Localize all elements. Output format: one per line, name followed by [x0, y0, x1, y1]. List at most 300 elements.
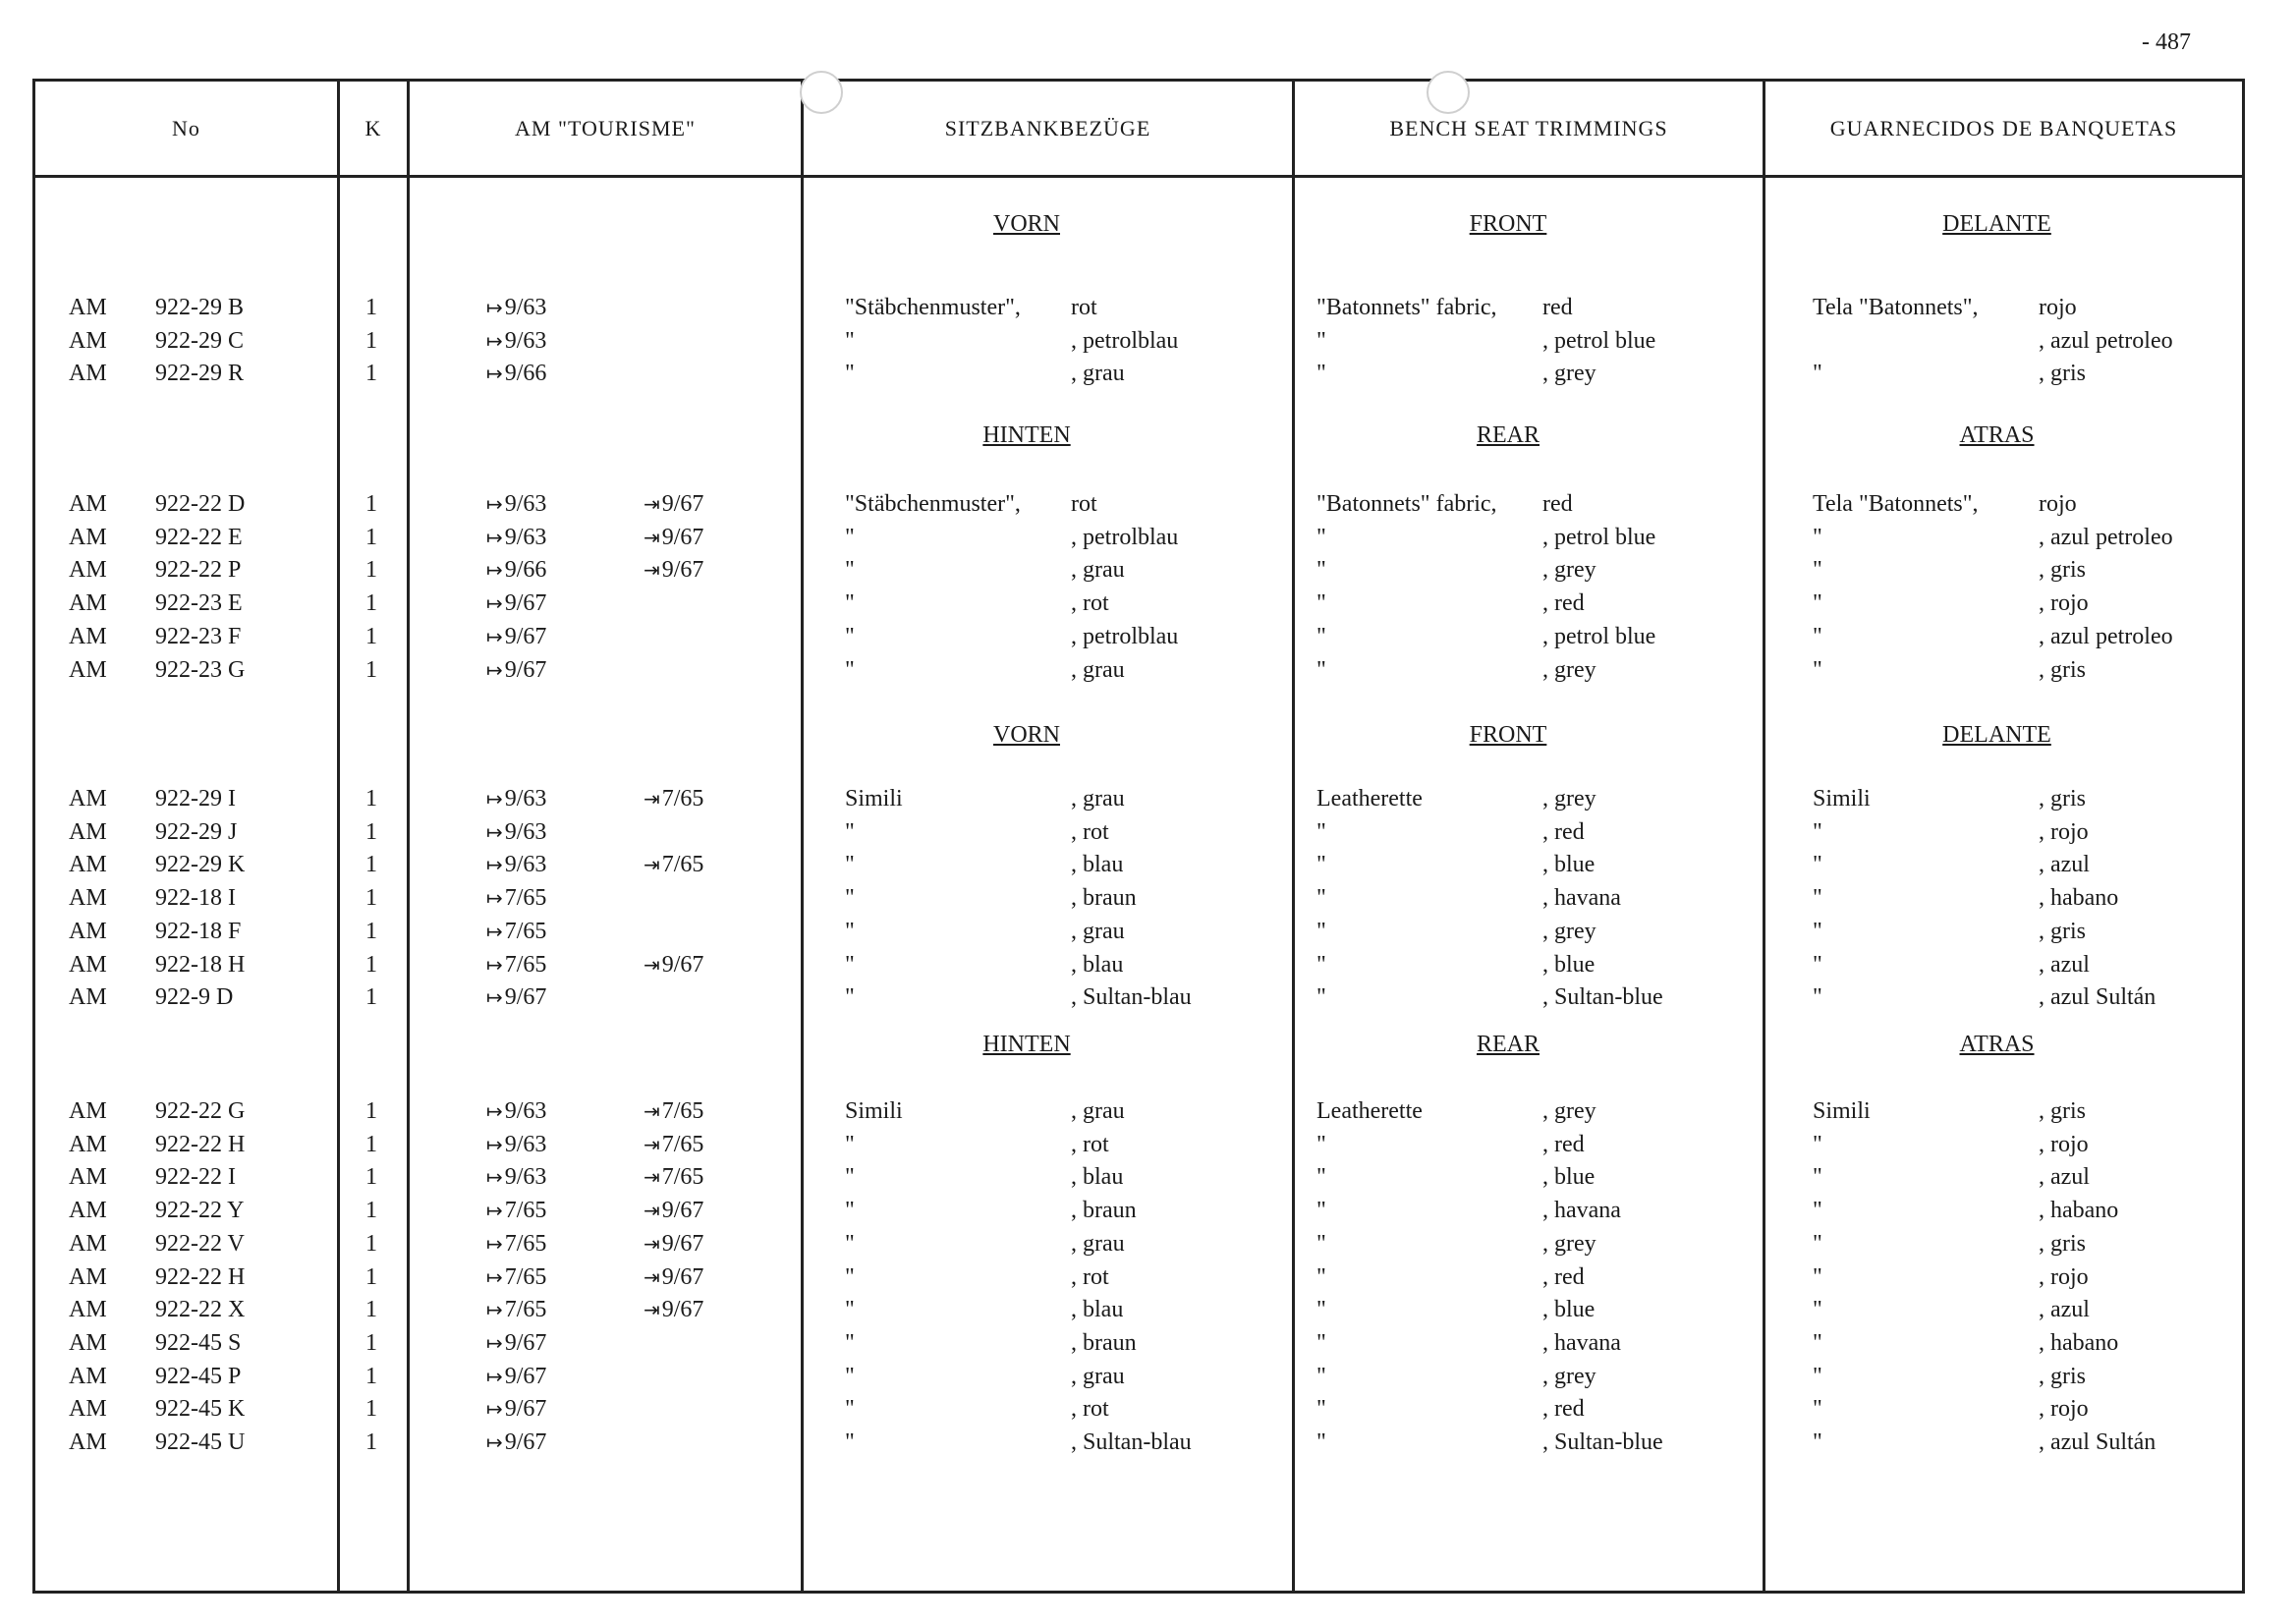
de-b-cell: , blau — [1071, 951, 1124, 978]
es-b-cell: , habano — [2039, 1198, 2119, 1224]
es-b-cell: , gris — [2039, 361, 2086, 387]
en-b-cell: , red — [1542, 590, 1585, 617]
de-a-cell: " — [845, 656, 855, 683]
k-cell: 1 — [365, 295, 377, 320]
prefix-cell: AM — [69, 1098, 107, 1124]
until-arrow-icon: ⇥ — [644, 492, 660, 516]
header-es: GUARNECIDOS DE BANQUETAS — [1829, 116, 2178, 140]
es-b-cell: , rojo — [2039, 1263, 2089, 1290]
valid-from-cell — [486, 786, 546, 812]
en-b-cell: , grey — [1542, 1230, 1596, 1257]
valid-until-date: 7/65 — [661, 1098, 704, 1124]
de-b-cell: , petrolblau — [1071, 623, 1179, 649]
section-label-en: REAR — [1476, 422, 1540, 448]
en-a-cell: "Batonnets" fabric, — [1316, 295, 1497, 320]
en-b-cell: , blue — [1542, 852, 1596, 878]
valid-from-cell — [486, 919, 546, 945]
prefix-cell: AM — [69, 491, 107, 517]
es-b-cell: , gris — [2039, 1230, 2086, 1257]
es-b-cell: , habano — [2039, 1329, 2119, 1356]
en-b-cell: , blue — [1542, 1164, 1596, 1191]
en-a-cell: " — [1316, 656, 1326, 683]
valid-from-cell — [486, 1396, 546, 1423]
es-a-cell: " — [1813, 951, 1822, 978]
k-cell: 1 — [365, 984, 377, 1011]
from-arrow-icon: ↦ — [486, 1099, 503, 1123]
no-cell: 922-22 H — [155, 1131, 246, 1157]
valid-until-cell — [644, 1264, 703, 1291]
de-a-cell: " — [845, 1297, 855, 1323]
valid-from-date: 9/63 — [504, 327, 547, 354]
de-b-cell: , rot — [1071, 1131, 1109, 1157]
prefix-cell: AM — [69, 557, 107, 584]
en-a-cell: " — [1316, 361, 1326, 387]
valid-from-cell — [486, 590, 546, 617]
prefix-cell: AM — [69, 852, 107, 878]
valid-from-date: 9/63 — [504, 1131, 547, 1157]
es-a-cell: Simili — [1813, 1098, 1871, 1124]
section-label-de: VORN — [992, 211, 1060, 237]
de-a-cell: Simili — [845, 1098, 903, 1124]
valid-from-date: 7/65 — [504, 918, 547, 944]
en-a-cell: " — [1316, 951, 1326, 978]
es-b-cell: , azul petroleo — [2039, 524, 2173, 550]
es-a-cell: " — [1813, 1131, 1822, 1157]
valid-from-cell — [486, 361, 546, 387]
from-arrow-icon: ↦ — [486, 558, 503, 583]
es-b-cell: , azul Sultán — [2039, 984, 2156, 1011]
k-cell: 1 — [365, 524, 377, 550]
no-cell: 922-45 P — [155, 1363, 242, 1389]
until-arrow-icon: ⇥ — [644, 1199, 660, 1223]
prefix-cell: AM — [69, 590, 107, 617]
valid-until-cell — [644, 1132, 703, 1158]
de-b-cell: , grau — [1071, 918, 1125, 944]
es-b-cell: , habano — [2039, 885, 2119, 912]
es-b-cell: , gris — [2039, 918, 2086, 944]
es-a-cell: " — [1813, 656, 1822, 683]
valid-from-cell — [486, 624, 546, 650]
de-b-cell: , grau — [1071, 1363, 1125, 1389]
no-cell: 922-22 P — [155, 557, 242, 584]
prefix-cell: AM — [69, 295, 107, 320]
header-k: K — [364, 116, 382, 140]
de-b-cell: , blau — [1071, 1164, 1124, 1191]
valid-from-date: 9/63 — [504, 524, 547, 550]
de-b-cell: , blau — [1071, 1297, 1124, 1323]
valid-until-cell — [644, 491, 703, 518]
k-cell: 1 — [365, 951, 377, 978]
from-arrow-icon: ↦ — [486, 1199, 503, 1223]
de-b-cell: , grau — [1071, 786, 1125, 812]
header-en: BENCH SEAT TRIMMINGS — [1389, 116, 1668, 140]
es-b-cell: , gris — [2039, 1363, 2086, 1389]
prefix-cell: AM — [69, 786, 107, 812]
es-a-cell: " — [1813, 1263, 1822, 1290]
prefix-cell: AM — [69, 524, 107, 550]
en-b-cell: , havana — [1542, 885, 1621, 912]
k-cell: 1 — [365, 885, 377, 912]
valid-from-cell — [486, 491, 546, 518]
es-b-cell: , rojo — [2039, 590, 2089, 617]
until-arrow-icon: ⇥ — [644, 1099, 660, 1123]
valid-until-date: 7/65 — [661, 852, 704, 878]
en-a-cell: " — [1316, 918, 1326, 944]
en-b-cell: , havana — [1542, 1198, 1621, 1224]
es-a-cell: " — [1813, 1164, 1822, 1191]
en-a-cell: " — [1316, 623, 1326, 649]
valid-from-date: 9/67 — [504, 1363, 547, 1389]
from-arrow-icon: ↦ — [486, 525, 503, 549]
en-b-cell: , grey — [1542, 656, 1596, 683]
until-arrow-icon: ⇥ — [644, 1231, 660, 1256]
prefix-cell: AM — [69, 1429, 107, 1455]
valid-until-date: 9/67 — [661, 1198, 704, 1224]
valid-from-cell — [486, 1198, 546, 1224]
no-cell: 922-29 J — [155, 818, 238, 845]
no-cell: 922-45 S — [155, 1329, 242, 1356]
en-a-cell: " — [1316, 1363, 1326, 1389]
es-b-cell: , azul petroleo — [2039, 327, 2173, 354]
from-arrow-icon: ↦ — [486, 819, 503, 844]
valid-from-cell — [486, 1297, 546, 1323]
en-b-cell: , red — [1542, 818, 1585, 845]
header-model: AM "TOURISME" — [515, 116, 696, 140]
es-a-cell: " — [1813, 852, 1822, 878]
no-cell: 922-22 D — [155, 491, 246, 517]
prefix-cell: AM — [69, 1230, 107, 1257]
es-a-cell: " — [1813, 557, 1822, 584]
es-b-cell: , azul — [2039, 1164, 2090, 1191]
en-b-cell: red — [1542, 491, 1573, 517]
prefix-cell: AM — [69, 885, 107, 912]
de-a-cell: " — [845, 1131, 855, 1157]
es-a-cell: " — [1813, 1429, 1822, 1455]
no-cell: 922-22 I — [155, 1164, 236, 1191]
de-a-cell: "Stäbchenmuster", — [845, 295, 1021, 320]
valid-from-cell — [486, 885, 546, 912]
k-cell: 1 — [365, 656, 377, 683]
de-a-cell: " — [845, 951, 855, 978]
de-a-cell: " — [845, 918, 855, 944]
k-cell: 1 — [365, 1429, 377, 1455]
valid-from-date: 7/65 — [504, 1297, 547, 1323]
de-a-cell: " — [845, 557, 855, 584]
en-a-cell: "Batonnets" fabric, — [1316, 491, 1497, 517]
k-cell: 1 — [365, 1363, 377, 1389]
en-b-cell: , red — [1542, 1263, 1585, 1290]
from-arrow-icon: ↦ — [486, 1330, 503, 1355]
valid-from-cell — [486, 557, 546, 584]
k-cell: 1 — [365, 361, 377, 387]
no-cell: 922-22 H — [155, 1263, 246, 1290]
valid-from-date: 9/63 — [504, 852, 547, 878]
valid-until-date: 9/67 — [661, 1263, 704, 1290]
prefix-cell: AM — [69, 327, 107, 354]
de-b-cell: rot — [1071, 491, 1097, 517]
from-arrow-icon: ↦ — [486, 1165, 503, 1190]
valid-from-cell — [486, 1132, 546, 1158]
valid-until-date: 7/65 — [661, 1164, 704, 1191]
from-arrow-icon: ↦ — [486, 1298, 503, 1322]
valid-until-cell — [644, 557, 703, 584]
de-a-cell: " — [845, 327, 855, 354]
header-de: SITZBANKBEZÜGE — [944, 116, 1151, 140]
valid-from-cell — [486, 1264, 546, 1291]
prefix-cell: AM — [69, 1329, 107, 1356]
valid-from-date: 7/65 — [504, 1263, 547, 1290]
from-arrow-icon: ↦ — [486, 886, 503, 911]
es-b-cell: , rojo — [2039, 1396, 2089, 1423]
prefix-cell: AM — [69, 984, 107, 1011]
es-b-cell: , gris — [2039, 656, 2086, 683]
es-b-cell: , azul Sultán — [2039, 1429, 2156, 1455]
valid-from-cell — [486, 819, 546, 846]
valid-from-cell — [486, 1164, 546, 1191]
es-a-cell: " — [1813, 818, 1822, 845]
column-divider — [407, 79, 410, 1594]
en-b-cell: , grey — [1542, 1363, 1596, 1389]
from-arrow-icon: ↦ — [486, 1132, 503, 1156]
de-a-cell: " — [845, 1363, 855, 1389]
no-cell: 922-23 E — [155, 590, 243, 617]
k-cell: 1 — [365, 491, 377, 517]
until-arrow-icon: ⇥ — [644, 787, 660, 811]
de-b-cell: , braun — [1071, 1329, 1137, 1356]
en-b-cell: , grey — [1542, 918, 1596, 944]
valid-until-date: 9/67 — [661, 557, 704, 584]
de-b-cell: , rot — [1071, 1263, 1109, 1290]
until-arrow-icon: ⇥ — [644, 1264, 660, 1289]
k-cell: 1 — [365, 1329, 377, 1356]
de-b-cell: , rot — [1071, 818, 1109, 845]
en-b-cell: , Sultan-blue — [1542, 984, 1663, 1011]
until-arrow-icon: ⇥ — [644, 1165, 660, 1190]
de-a-cell: Simili — [845, 786, 903, 812]
prefix-cell: AM — [69, 623, 107, 649]
section-label-en: FRONT — [1469, 211, 1547, 237]
no-cell: 922-18 H — [155, 951, 246, 978]
en-b-cell: , blue — [1542, 951, 1596, 978]
prefix-cell: AM — [69, 918, 107, 944]
no-cell: 922-22 G — [155, 1098, 246, 1124]
valid-from-cell — [486, 852, 546, 878]
en-a-cell: " — [1316, 327, 1326, 354]
de-b-cell: , rot — [1071, 590, 1109, 617]
es-a-cell: " — [1813, 361, 1822, 387]
from-arrow-icon: ↦ — [486, 328, 503, 353]
punch-hole — [1427, 71, 1470, 114]
de-b-cell: , braun — [1071, 885, 1137, 912]
en-b-cell: , grey — [1542, 361, 1596, 387]
de-a-cell: "Stäbchenmuster", — [845, 491, 1021, 517]
valid-from-date: 9/63 — [504, 1098, 547, 1124]
es-a-cell: " — [1813, 1329, 1822, 1356]
prefix-cell: AM — [69, 1198, 107, 1224]
es-b-cell: rojo — [2039, 295, 2077, 320]
column-divider — [337, 79, 340, 1594]
k-cell: 1 — [365, 1198, 377, 1224]
valid-from-cell — [486, 328, 546, 355]
from-arrow-icon: ↦ — [486, 985, 503, 1010]
de-a-cell: " — [845, 1198, 855, 1224]
en-b-cell: , havana — [1542, 1329, 1621, 1356]
until-arrow-icon: ⇥ — [644, 525, 660, 549]
de-b-cell: , petrolblau — [1071, 524, 1179, 550]
from-arrow-icon: ↦ — [486, 657, 503, 682]
from-arrow-icon: ↦ — [486, 1364, 503, 1388]
valid-from-date: 9/63 — [504, 491, 547, 517]
de-b-cell: , rot — [1071, 1396, 1109, 1423]
until-arrow-icon: ⇥ — [644, 853, 660, 877]
until-arrow-icon: ⇥ — [644, 952, 660, 977]
en-b-cell: , Sultan-blue — [1542, 1429, 1663, 1455]
k-cell: 1 — [365, 623, 377, 649]
no-cell: 922-29 C — [155, 327, 244, 354]
valid-from-cell — [486, 1231, 546, 1258]
en-a-cell: " — [1316, 557, 1326, 584]
valid-until-date: 9/67 — [661, 1297, 704, 1323]
valid-until-cell — [644, 1297, 703, 1323]
valid-until-date: 9/67 — [661, 951, 704, 978]
de-a-cell: " — [845, 1429, 855, 1455]
de-a-cell: " — [845, 590, 855, 617]
valid-from-cell — [486, 1330, 546, 1357]
valid-from-date: 9/67 — [504, 984, 547, 1011]
en-a-cell: " — [1316, 1198, 1326, 1224]
section-label-de: VORN — [992, 722, 1060, 748]
en-a-cell: " — [1316, 1329, 1326, 1356]
en-b-cell: , grey — [1542, 557, 1596, 584]
valid-from-cell — [486, 657, 546, 684]
from-arrow-icon: ↦ — [486, 296, 503, 319]
de-b-cell: , petrolblau — [1071, 327, 1179, 354]
valid-from-cell — [486, 525, 546, 551]
en-b-cell: , grey — [1542, 786, 1596, 812]
no-cell: 922-22 X — [155, 1297, 246, 1323]
section-label-es: DELANTE — [1942, 722, 2051, 748]
en-a-cell: " — [1316, 852, 1326, 878]
no-cell: 922-29 R — [155, 361, 244, 387]
prefix-cell: AM — [69, 1297, 107, 1323]
de-b-cell: , grau — [1071, 557, 1125, 584]
en-b-cell: red — [1542, 295, 1573, 320]
es-a-cell: " — [1813, 1198, 1822, 1224]
en-b-cell: , grey — [1542, 1098, 1596, 1124]
de-b-cell: , blau — [1071, 852, 1124, 878]
de-a-cell: " — [845, 818, 855, 845]
en-a-cell: " — [1316, 1131, 1326, 1157]
en-a-cell: " — [1316, 524, 1326, 550]
valid-from-date: 9/67 — [504, 1329, 547, 1356]
from-arrow-icon: ↦ — [486, 1430, 503, 1454]
k-cell: 1 — [365, 1131, 377, 1157]
no-cell: 922-22 Y — [155, 1198, 245, 1224]
valid-from-date: 7/65 — [504, 951, 547, 978]
column-divider — [1292, 79, 1295, 1594]
en-b-cell: , petrol blue — [1542, 524, 1656, 550]
es-a-cell: " — [1813, 918, 1822, 944]
valid-until-date: 9/67 — [661, 491, 704, 517]
valid-from-cell — [486, 1429, 546, 1456]
from-arrow-icon: ↦ — [486, 952, 503, 977]
from-arrow-icon: ↦ — [486, 853, 503, 877]
de-b-cell: , grau — [1071, 1098, 1125, 1124]
de-a-cell: " — [845, 1396, 855, 1423]
k-cell: 1 — [365, 786, 377, 812]
valid-from-date: 9/67 — [504, 590, 547, 617]
es-b-cell: rojo — [2039, 491, 2077, 517]
valid-from-date: 9/66 — [504, 361, 547, 387]
en-a-cell: " — [1316, 984, 1326, 1011]
header-divider — [32, 175, 2245, 178]
prefix-cell: AM — [69, 1396, 107, 1423]
k-cell: 1 — [365, 918, 377, 944]
en-b-cell: , blue — [1542, 1297, 1596, 1323]
es-b-cell: , rojo — [2039, 818, 2089, 845]
section-label-es: ATRAS — [1959, 1032, 2035, 1057]
valid-until-cell — [644, 1164, 703, 1191]
de-b-cell: , braun — [1071, 1198, 1137, 1224]
valid-from-cell — [486, 1364, 546, 1390]
section-label-en: REAR — [1476, 1032, 1540, 1057]
es-a-cell: " — [1813, 1363, 1822, 1389]
section-label-de: HINTEN — [982, 1032, 1071, 1057]
de-a-cell: " — [845, 885, 855, 912]
es-a-cell: " — [1813, 524, 1822, 550]
en-a-cell: Leatherette — [1316, 786, 1423, 812]
valid-from-date: 9/67 — [504, 1396, 547, 1423]
de-a-cell: " — [845, 623, 855, 649]
en-a-cell: " — [1316, 590, 1326, 617]
no-cell: 922-22 E — [155, 524, 243, 550]
es-a-cell: " — [1813, 623, 1822, 649]
es-a-cell: " — [1813, 1297, 1822, 1323]
es-b-cell: , gris — [2039, 786, 2086, 812]
en-b-cell: , petrol blue — [1542, 623, 1656, 649]
valid-from-date: 7/65 — [504, 1230, 547, 1257]
de-b-cell: rot — [1071, 295, 1097, 320]
no-cell: 922-22 V — [155, 1230, 245, 1257]
prefix-cell: AM — [69, 1363, 107, 1389]
es-a-cell: " — [1813, 590, 1822, 617]
en-b-cell: , petrol blue — [1542, 327, 1656, 354]
valid-from-date: 9/63 — [504, 786, 547, 812]
no-cell: 922-45 K — [155, 1396, 246, 1423]
de-a-cell: " — [845, 1329, 855, 1356]
es-b-cell: , azul — [2039, 852, 2090, 878]
k-cell: 1 — [365, 1164, 377, 1191]
from-arrow-icon: ↦ — [486, 919, 503, 943]
es-b-cell: , rojo — [2039, 1131, 2089, 1157]
page-number: - 487 — [2142, 29, 2191, 55]
en-a-cell: " — [1316, 1164, 1326, 1191]
valid-until-cell — [644, 786, 703, 812]
de-b-cell: , Sultan-blau — [1071, 1429, 1192, 1455]
k-cell: 1 — [365, 557, 377, 584]
en-a-cell: " — [1316, 1230, 1326, 1257]
k-cell: 1 — [365, 1263, 377, 1290]
valid-from-date: 9/63 — [504, 818, 547, 845]
es-a-cell: Tela "Batonnets", — [1813, 295, 1979, 320]
de-b-cell: , Sultan-blau — [1071, 984, 1192, 1011]
k-cell: 1 — [365, 818, 377, 845]
section-label-es: ATRAS — [1959, 422, 2035, 448]
de-b-cell: , grau — [1071, 1230, 1125, 1257]
no-cell: 922-18 F — [155, 918, 242, 944]
valid-from-cell — [486, 1098, 546, 1125]
from-arrow-icon: ↦ — [486, 624, 503, 648]
